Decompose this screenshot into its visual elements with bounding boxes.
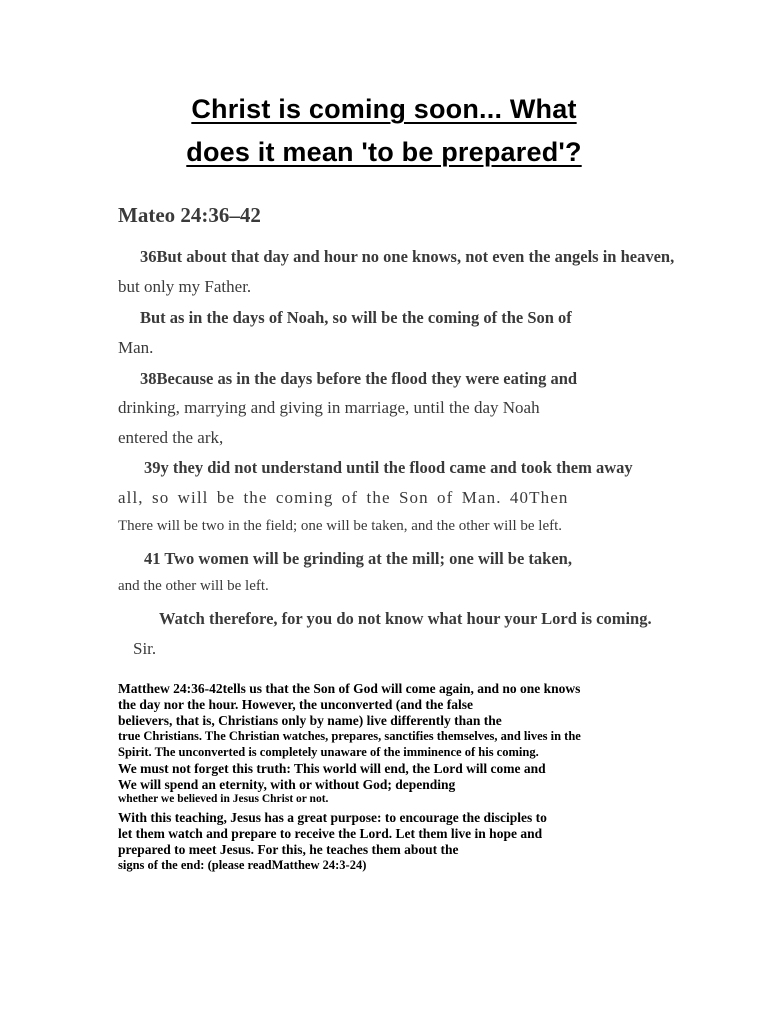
scripture-reference: Mateo 24:36–42 — [118, 203, 261, 227]
verse-line: but only my Father. — [118, 277, 252, 296]
commentary-line: believers, that is, Christians only by name) live differently than the — [118, 713, 502, 728]
verse-line: Watch therefore, for you do not know what hour your Lord is coming. — [159, 609, 652, 628]
commentary-line: prepared to meet Jesus. For this, he teaches them about the — [118, 842, 459, 857]
verse-line: drinking, marrying and giving in marriage, until the day Noah — [118, 398, 540, 417]
verse-line: There will be two in the field; one will be taken, and the other will be left. — [118, 518, 563, 534]
commentary-line: With this teaching, Jesus has a great purpose: to encourage the disciples to — [118, 810, 547, 825]
commentary-line: true Christians. The Christian watches, prepares, sanctifies themselves, and lives in the — [118, 729, 581, 743]
verse-line: 41 Two women will be grinding at the mill; one will be taken, — [144, 549, 572, 568]
commentary-line: Matthew 24:36-42tells us that the Son of God will come again, and no one knows — [118, 681, 581, 696]
commentary-line: We must not forget this truth: This world will end, the Lord will come and — [118, 761, 546, 776]
verse-line: 36But about that day and hour no one knows, not even the angels in heaven, — [140, 247, 675, 266]
verse-line: and the other will be left. — [118, 578, 269, 594]
commentary-line: let them watch and prepare to receive the Lord. Let them live in hope and — [118, 826, 543, 841]
commentary-line: signs of the end: (please readMatthew 24:3-24) — [118, 858, 367, 872]
commentary-line: the day nor the hour. However, the unconverted (and the false — [118, 697, 474, 712]
commentary-line: whether we believed in Jesus Christ or not. — [118, 793, 329, 805]
verse-line: 39y they did not understand until the flood came and took them away — [144, 458, 633, 477]
commentary-line: We will spend an eternity, with or without God; depending — [118, 777, 456, 792]
verse-line: Man. — [118, 338, 154, 357]
verse-line: all, so will be the coming of the Son of Man. 40Then — [118, 488, 569, 507]
page-title-line-1: Christ is coming soon... What — [191, 94, 577, 124]
verse-line: But as in the days of Noah, so will be the coming of the Son of — [140, 308, 572, 327]
verse-line: Sir. — [133, 639, 157, 658]
commentary-line: Spirit. The unconverted is completely unaware of the imminence of his coming. — [118, 745, 539, 759]
page-title-line-2: does it mean 'to be prepared'? — [186, 137, 582, 167]
verse-line: 38Because as in the days before the flood they were eating and — [140, 369, 578, 388]
verse-line: entered the ark, — [118, 428, 224, 447]
